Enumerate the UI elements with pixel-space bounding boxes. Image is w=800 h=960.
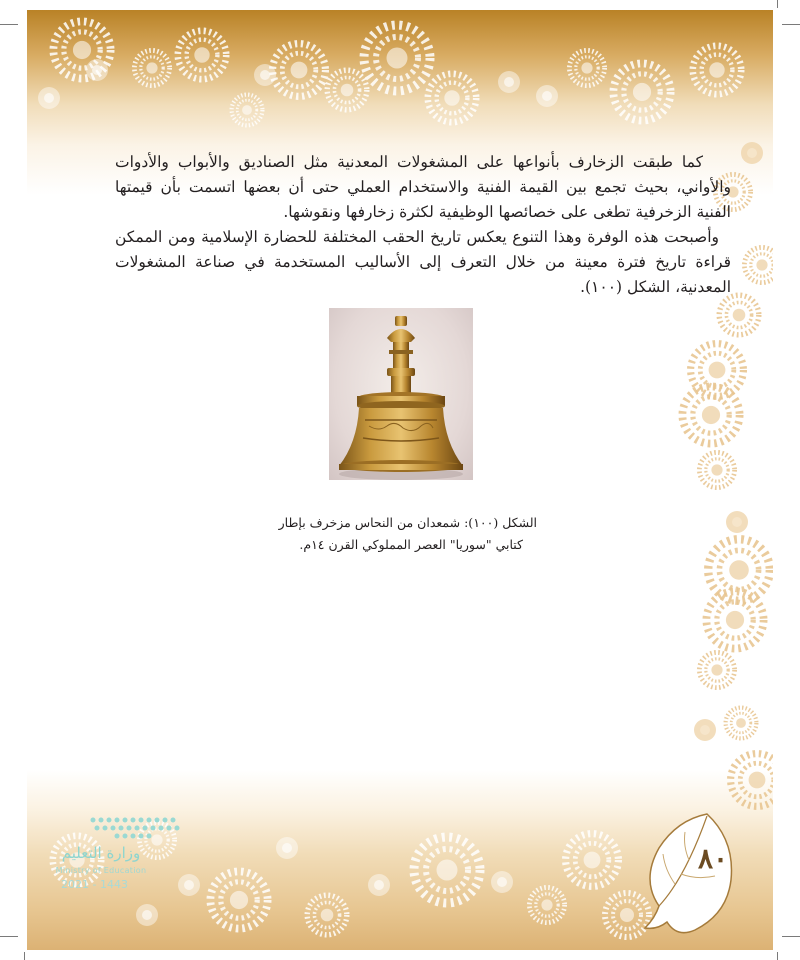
crop-mark [0, 936, 18, 937]
crop-mark [777, 952, 778, 960]
ministry-logo [45, 810, 185, 900]
candlestick-photo [329, 308, 473, 480]
crop-mark [782, 24, 800, 25]
paragraph-2: وأصبحت هذه الوفرة وهذا التنوع يعكس تاريخ الحقب المختلفة للحضارة الإسلامية ومن الممكن قراءة تاريخ فترة معينة من خلال التعرف إلى الأساليب المستخدمة في صناعة المشغولات المعدنية، الشكل (١٠٠). [115, 228, 731, 296]
ministry-name-english: Ministry of Education [55, 866, 147, 875]
caption-line-2: كتابي "سوريا" العصر المملوكي القرن ١٤م. [299, 537, 523, 552]
paragraph-1: كما طبقت الزخارف بأنواعها على المشغولات المعدنية مثل الصناديق والأبواب والأدوات والأواني، بحيث تجمع بين القيمة الفنية والاستخدام العملي حتى أن بعضها اتسمت بأن قيمتها الفنية الزخرفية تطغى على خصائصها الوظيفية لكثرة زخارفها ونقوشها. [115, 153, 731, 221]
caption-line-1: الشكل (١٠٠): شمعدان من النحاس مزخرف بإطار [278, 515, 537, 530]
body-text [115, 150, 731, 300]
book-page [27, 10, 773, 950]
crop-mark [0, 24, 18, 25]
ministry-name-arabic: وزارة التعليم [61, 844, 141, 862]
brass-candlestick-illustration [329, 308, 473, 480]
crop-mark [777, 0, 778, 8]
crop-mark [24, 952, 25, 960]
edition-year: 2021 - 1443 [61, 878, 128, 891]
figure-caption [207, 512, 537, 556]
crop-mark [782, 936, 800, 937]
leaf-page-number-icon [637, 810, 737, 940]
ministry-logo-dots-icon [87, 810, 183, 842]
page-number: ٨٠ [697, 842, 729, 875]
